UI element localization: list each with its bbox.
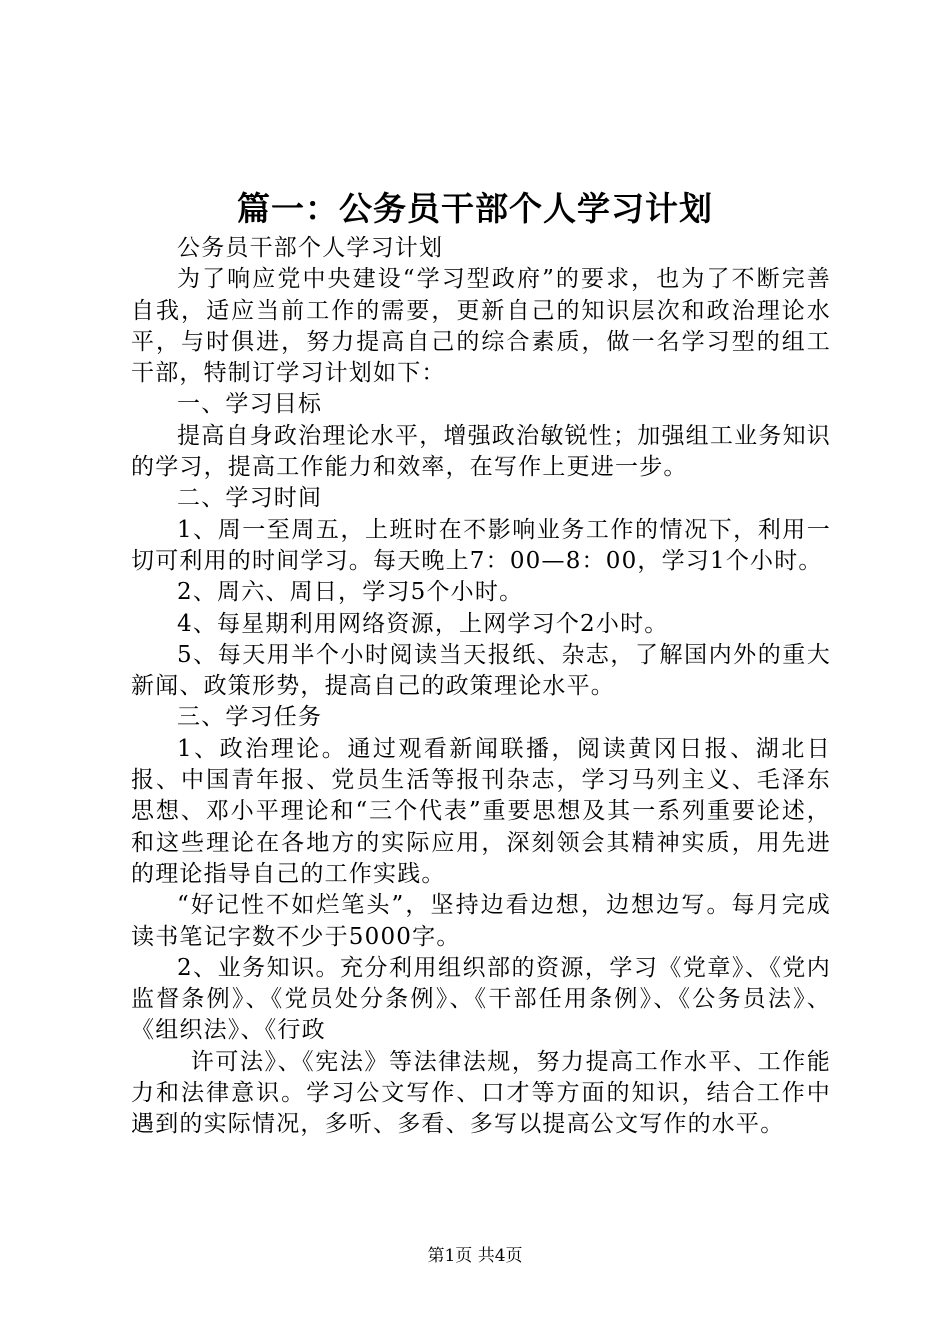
paragraph-task-business: 2、业务知识。充分利用组织部的资源，学习《党章》、《党内监督条例》、《党员处分条例》、《干部任用条例》、《公务员法》、《组织法》、《行政	[131, 954, 831, 1044]
paragraph-subtitle: 公务员干部个人学习计划	[177, 235, 444, 261]
paragraph-task-notes: “好记性不如烂笔头”，坚持边看边想，边想边写。每月完成读书笔记字数不少于5000字。	[131, 892, 831, 950]
paragraph-time-weekend: 2、周六、周日，学习5个小时。	[177, 579, 524, 606]
paragraph-time-reading: 5、每天用半个小时阅读当天报纸、杂志，了解国内外的重大新闻、政策形势，提高自己的政策理论水平。	[131, 641, 831, 700]
section-heading-tasks: 三、学习任务	[177, 704, 323, 731]
paragraph-time-weekday: 1、周一至周五，上班时在不影响业务工作的情况下，利用一切可利用的时间学习。每天晚上7：00—8：00，学习1个小时。	[131, 516, 831, 574]
paragraph-intro: 为了响应党中央建设“学习型政府”的要求，也为了不断完善自我，适应当前工作的需要，更新自己的知识层次和政治理论水平，与时俱进，努力提高自己的综合素质，做一名学习型的组工干部，特制订学习计划如下：	[131, 266, 831, 387]
paragraph-goals: 提高自身政治理论水平，增强政治敏锐性；加强组工业务知识的学习，提高工作能力和效率，在写作上更进一步。	[131, 422, 831, 481]
page-footer: 第1页 共4页	[427, 1246, 523, 1266]
paragraph-task-politics: 1、政治理论。通过观看新闻联播，阅读黄冈日报、湖北日报、中国青年报、党员生活等报刊杂志，学习马列主义、毛泽东思想、邓小平理论和“三个代表”重要思想及其一系列重要论述，和这些理论在各地方的实际应用，深刻领会其精神实质，用先进的理论指导自己的工作实践。	[131, 735, 831, 887]
document-body	[131, 233, 831, 1141]
paragraph-task-business-continued: 许可法》、《宪法》等法律法规，努力提高工作水平、工作能力和法律意识。学习公文写作、口才等方面的知识，结合工作中遇到的实际情况，多听、多看、多写以提高公文写作的水平。	[131, 1048, 831, 1138]
section-heading-time: 二、学习时间	[177, 485, 323, 512]
paragraph-time-online: 4、每星期利用网络资源，上网学习个2小时。	[177, 610, 669, 637]
document-title: 篇一：公务员干部个人学习计划	[237, 189, 713, 228]
section-heading-goals: 一、学习目标	[177, 391, 323, 418]
